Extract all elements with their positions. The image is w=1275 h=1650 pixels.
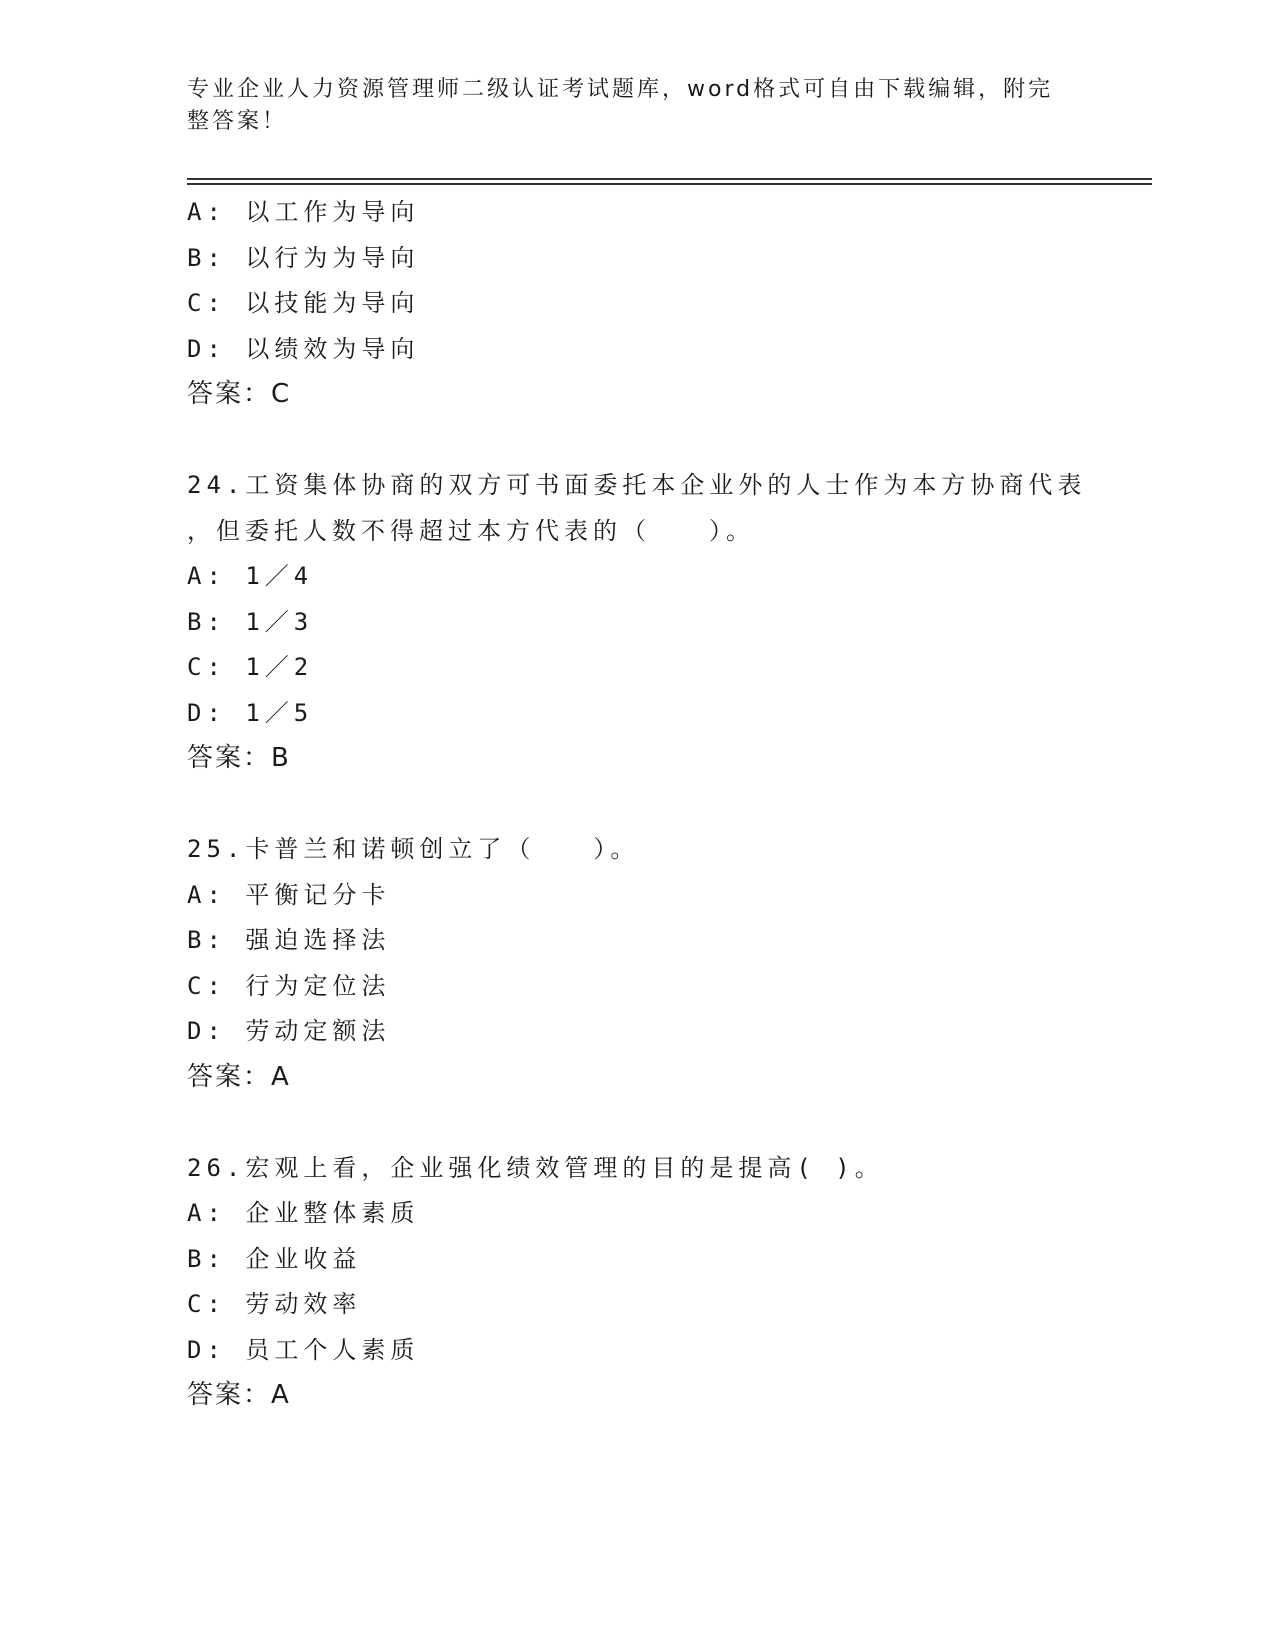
option-c: C: 1／2 (187, 653, 314, 681)
question-text-continued: ，但委托人数不得超过本方代表的（ ）。 (187, 516, 755, 545)
option-a: A: 企业整体素质 (187, 1199, 420, 1227)
question-26 (187, 1146, 1087, 1419)
option-b: B: 以行为为导向 (187, 243, 420, 272)
option-d: D: 1／5 (187, 698, 314, 727)
question-24 (187, 463, 1087, 782)
option-b: B: 1／3 (187, 607, 314, 636)
option-d: D: 以绩效为导向 (187, 334, 420, 363)
question-25 (187, 827, 1087, 1100)
option-a: A: 1／4 (187, 562, 314, 590)
spacer (187, 418, 1087, 464)
page-header: 专业企业人力资源管理师二级认证考试题库，word格式可自由下载编辑，附完整答案！ (187, 77, 1054, 134)
answer: 答案：C (187, 379, 292, 409)
option-d: D: 劳动定额法 (187, 1017, 391, 1045)
option-c: C: 以技能为导向 (187, 289, 420, 317)
spacer (187, 782, 1087, 828)
option-b: B: 企业收益 (187, 1244, 362, 1273)
option-c: C: 行为定位法 (187, 971, 391, 1000)
header-divider-bottom (187, 183, 1152, 185)
option-a: A: 以工作为导向 (187, 198, 420, 226)
answer: 答案：A (187, 1061, 291, 1092)
option-c: C: 劳动效率 (187, 1290, 362, 1318)
question-content (187, 190, 1087, 1419)
answer: 答案：B (187, 743, 291, 773)
option-b: B: 强迫选择法 (187, 926, 391, 954)
question-text: 24.工资集体协商的双方可书面委托本企业外的人士作为本方协商代表 (187, 471, 1087, 499)
answer: 答案：A (187, 1380, 291, 1410)
spacer (187, 1100, 1087, 1146)
question-text: 26.宏观上看，企业强化绩效管理的目的是提高( )。 (187, 1153, 884, 1182)
header-divider-top (187, 178, 1152, 180)
option-a: A: 平衡记分卡 (187, 880, 391, 909)
question-text: 25.卡普兰和诺顿创立了（ ）。 (187, 835, 640, 863)
option-d: D: 员工个人素质 (187, 1335, 420, 1364)
question-23 (187, 190, 1087, 418)
